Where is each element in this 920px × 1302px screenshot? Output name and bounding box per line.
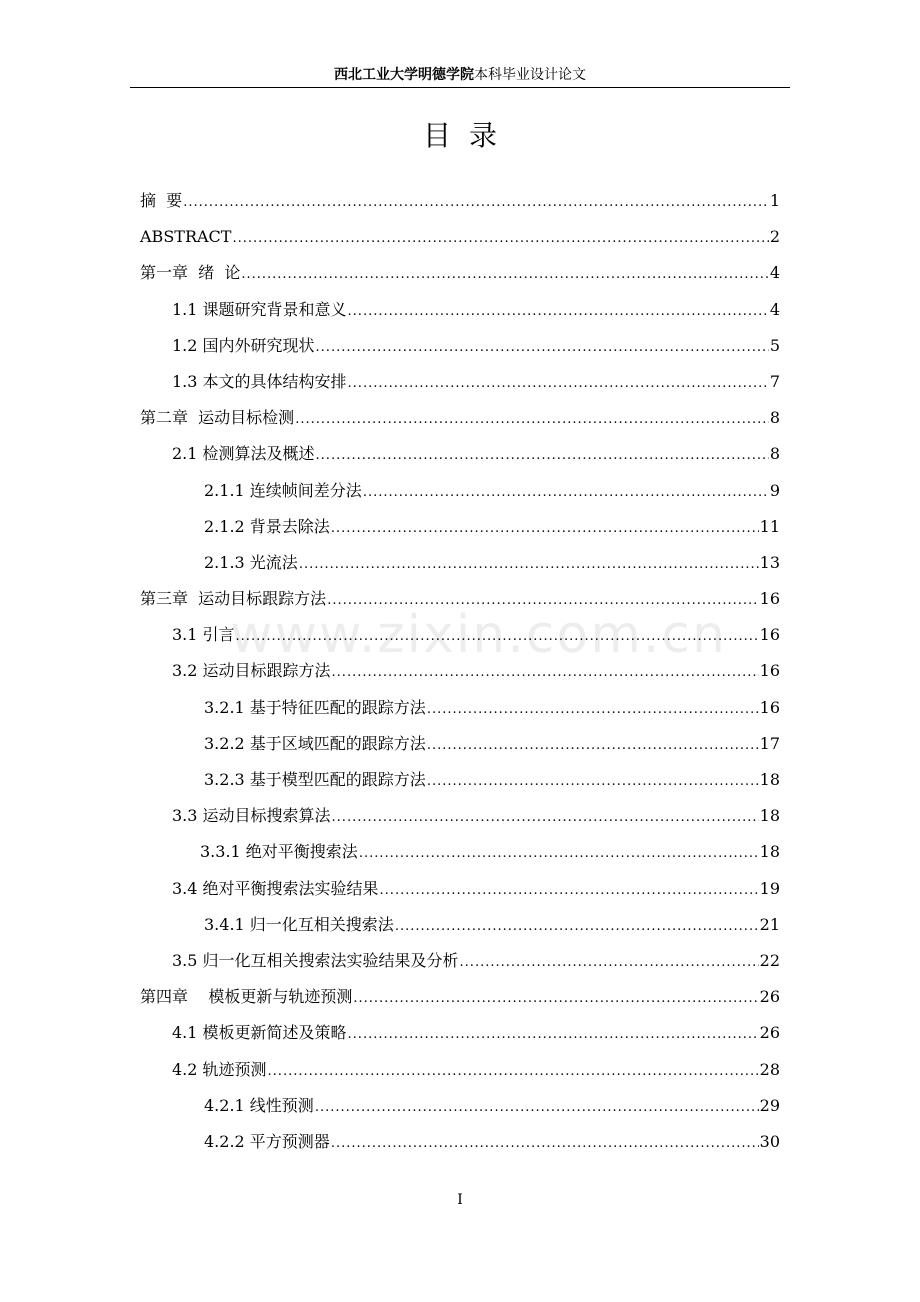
toc-entry-label: 3.4 绝对平衡搜索法实验结果 <box>172 878 379 898</box>
toc-entry[interactable] <box>140 769 780 805</box>
toc-entry[interactable] <box>140 1131 780 1167</box>
dot-leader <box>316 337 769 359</box>
toc-entry-page: 17 <box>759 733 780 753</box>
toc-entry-page: 26 <box>759 1023 780 1043</box>
dot-leader <box>348 1024 759 1046</box>
toc-entry[interactable] <box>140 1095 780 1131</box>
dot-leader <box>359 843 759 865</box>
toc-entry-page: 8 <box>769 444 780 464</box>
toc-entry-page: 4 <box>769 299 780 319</box>
toc-entry[interactable] <box>140 335 780 371</box>
header-doc-type: 本科毕业设计论文 <box>474 67 586 83</box>
toc-entry[interactable] <box>140 841 780 877</box>
dot-leader <box>268 1061 759 1083</box>
toc-entry-label: ABSTRACT <box>140 227 232 247</box>
toc-entry-page: 29 <box>759 1095 780 1115</box>
toc-entry[interactable] <box>140 986 780 1022</box>
dot-leader <box>427 735 759 757</box>
toc-entry-page: 2 <box>769 227 780 247</box>
dot-leader <box>363 482 769 504</box>
toc-entry-page: 1 <box>769 191 780 210</box>
toc-entry-page: 30 <box>759 1131 780 1151</box>
toc-entry-label: 3.2.2 基于区域匹配的跟踪方法 <box>204 733 426 753</box>
toc-entry-label: 3.3 运动目标搜索算法 <box>172 806 331 826</box>
toc-entry[interactable] <box>140 950 780 986</box>
toc-entry[interactable] <box>140 407 780 443</box>
toc-entry[interactable] <box>140 914 780 950</box>
toc-entry-label: 2.1.2 背景去除法 <box>204 516 330 536</box>
toc-entry-page: 16 <box>759 697 780 717</box>
toc-entry-page: 13 <box>759 552 780 572</box>
toc-entry-label: 4.2 轨迹预测 <box>172 1059 267 1079</box>
toc-entry-label: 第二章 运动目标检测 <box>140 408 295 428</box>
dot-leader <box>427 771 759 793</box>
toc-entry-page: 22 <box>759 950 780 970</box>
toc-entry[interactable] <box>140 588 780 624</box>
toc-entry[interactable] <box>140 660 780 696</box>
toc-entry-page: 16 <box>759 661 780 681</box>
toc-entry-page: 9 <box>769 480 780 500</box>
dot-leader <box>241 264 768 286</box>
toc-entry-page: 28 <box>759 1059 780 1079</box>
toc-entry-label: 4.2.1 线性预测 <box>204 1095 314 1115</box>
dot-leader <box>348 373 769 395</box>
toc-entry-label: 3.3.1 绝对平衡搜索法 <box>200 842 358 862</box>
toc-entry-label: 3.2.1 基于特征匹配的跟踪方法 <box>204 697 426 717</box>
toc-entry[interactable] <box>140 878 780 914</box>
dot-leader <box>316 445 769 467</box>
watermark: www.zixin.com.cn <box>230 605 727 665</box>
dot-leader <box>331 518 759 540</box>
toc-entry-page: 8 <box>769 408 780 428</box>
toc-entry[interactable] <box>140 516 780 552</box>
dot-leader <box>332 662 759 684</box>
toc-entry-page: 19 <box>759 878 780 898</box>
header-institution: 西北工业大学明德学院 <box>334 67 474 83</box>
dot-leader <box>353 988 758 1010</box>
toc-entry[interactable] <box>140 624 780 660</box>
toc-entry-label: 2.1.1 连续帧间差分法 <box>204 480 362 500</box>
dot-leader <box>331 1133 759 1155</box>
toc-entry-label: 4.2.2 平方预测器 <box>204 1131 330 1151</box>
toc-title: 目录 <box>422 119 515 152</box>
table-of-contents <box>140 190 780 1167</box>
toc-entry-page: 7 <box>769 371 780 391</box>
toc-entry-label: 第一章 绪 论 <box>140 263 241 283</box>
dot-leader <box>232 228 768 250</box>
toc-entry[interactable] <box>140 371 780 407</box>
toc-entry[interactable] <box>140 733 780 769</box>
toc-entry-page: 16 <box>759 625 780 645</box>
toc-entry-label: 4.1 模板更新简述及策略 <box>172 1023 347 1043</box>
toc-entry-page: 18 <box>759 842 780 862</box>
dot-leader <box>395 916 759 938</box>
dot-leader <box>299 554 759 576</box>
dot-leader <box>460 952 759 974</box>
toc-entry[interactable] <box>140 480 780 516</box>
toc-entry[interactable] <box>140 805 780 841</box>
dot-leader <box>348 301 769 323</box>
toc-entry-label: 3.2 运动目标跟踪方法 <box>172 661 331 681</box>
toc-entry-label: 第四章 模板更新与轨迹预测 <box>140 987 353 1007</box>
toc-entry-page: 26 <box>759 987 780 1007</box>
page-number: I <box>457 1192 463 1208</box>
toc-entry[interactable] <box>140 190 780 226</box>
toc-entry-page: 11 <box>759 516 780 536</box>
toc-entry[interactable] <box>140 697 780 733</box>
toc-entry-page: 4 <box>769 263 780 283</box>
toc-entry-label: 3.2.3 基于模型匹配的跟踪方法 <box>204 770 426 789</box>
toc-entry-page: 18 <box>759 806 780 826</box>
toc-entry[interactable] <box>140 443 780 479</box>
toc-entry-page: 5 <box>769 335 780 355</box>
dot-leader <box>236 626 759 648</box>
toc-entry-page: 18 <box>759 770 780 789</box>
toc-entry[interactable] <box>140 552 780 588</box>
dot-leader <box>315 1097 759 1119</box>
toc-entry-page: 21 <box>759 914 780 934</box>
toc-entry-label: 第三章 运动目标跟踪方法 <box>140 589 327 609</box>
toc-entry[interactable] <box>140 226 780 262</box>
dot-leader <box>427 699 759 721</box>
dot-leader <box>327 590 758 612</box>
dot-leader <box>380 880 759 902</box>
toc-entry-label: 1.1 课题研究背景和意义 <box>172 299 347 319</box>
toc-entry-label: 1.2 国内外研究现状 <box>172 335 315 355</box>
dot-leader <box>332 807 759 829</box>
toc-entry[interactable] <box>140 1059 780 1095</box>
toc-entry-label: 3.4.1 归一化互相关搜索法 <box>204 914 394 934</box>
toc-entry[interactable] <box>140 1022 780 1058</box>
toc-entry[interactable] <box>140 262 780 298</box>
header-divider <box>130 87 790 88</box>
dot-leader <box>295 409 769 431</box>
toc-entry-label: 2.1 检测算法及概述 <box>172 444 315 464</box>
toc-entry-page: 16 <box>759 589 780 609</box>
toc-entry[interactable] <box>140 299 780 335</box>
dot-leader <box>183 192 769 214</box>
toc-entry-label: 2.1.3 光流法 <box>204 552 298 572</box>
toc-entry-label: 摘 要 <box>140 191 183 210</box>
toc-entry-label: 3.5 归一化互相关搜索法实验结果及分析 <box>172 950 459 970</box>
toc-entry-label: 1.3 本文的具体结构安排 <box>172 371 347 391</box>
toc-entry-label: 3.1 引言 <box>172 625 235 645</box>
running-header <box>130 66 790 84</box>
